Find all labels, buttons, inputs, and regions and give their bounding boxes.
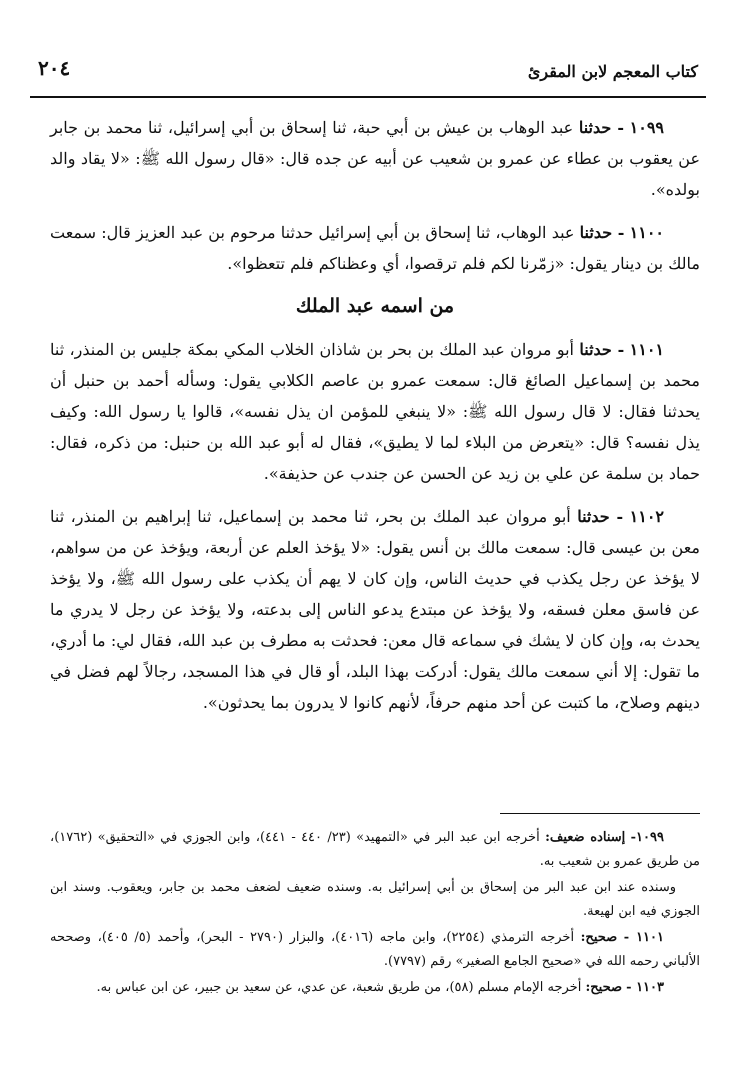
book-title: كتاب المعجم لابن المقرئ bbox=[527, 62, 698, 81]
hadith-paragraph bbox=[50, 334, 700, 489]
footnote-text: أخرجه ابن عبد البر في «التمهيد» (٢٣/ ٤٤٠ - ٤٤١)، وابن الجوزي في «التحقيق» (١٧٦٢)، من طريق عمرو بن شعيب به. bbox=[50, 830, 700, 869]
footnote bbox=[50, 976, 700, 1000]
footnote-number: ١٠٩٩- bbox=[630, 830, 664, 845]
hadith-paragraph bbox=[50, 112, 700, 205]
hadith-lead: - حدثنا bbox=[578, 118, 625, 137]
footnote-divider bbox=[500, 813, 700, 814]
footnote bbox=[50, 926, 700, 974]
footnote-grade: إسناده ضعيف: bbox=[545, 830, 626, 845]
footnote bbox=[50, 876, 700, 924]
hadith-number: ١٠٩٩ bbox=[629, 118, 665, 137]
footnote bbox=[50, 826, 700, 874]
hadith-lead: - حدثنا bbox=[577, 507, 624, 526]
hadith-lead: - حدثنا bbox=[579, 340, 625, 359]
footnote-grade: صحيح: bbox=[580, 930, 618, 945]
footnotes bbox=[50, 826, 700, 1002]
hadith-number: ١١٠١ bbox=[629, 340, 665, 359]
hadith-number: ١١٠٠ bbox=[629, 223, 665, 242]
hadith-lead: - حدثنا bbox=[579, 223, 625, 242]
hadith-text: عبد الوهاب، ثنا إسحاق بن أبي إسرائيل حدثنا مرحوم بن عبد العزيز قال: سمعت مالك بن دينار يقول: «زمّرنا لكم فلم ترقصوا، أي وعظناكم فلم تتعظوا». bbox=[50, 223, 700, 273]
footnote-text: وسنده عند ابن عبد البر من إسحاق بن أبي إسرائيل به. وسنده ضعيف لضعف محمد بن جابر، ويعقوب. وسند ابن الجوزي فيه ابن لهيعة. bbox=[50, 880, 700, 919]
section-heading: من اسمه عبد الملك bbox=[295, 295, 455, 317]
page-number: ٢٠٤ bbox=[38, 56, 71, 80]
footnote-number: ١١٠١ - bbox=[623, 930, 665, 945]
footnote-grade: صحيح: bbox=[585, 980, 622, 995]
hadith-text: أبو مروان عبد الملك بن بحر بن شاذان الخلاب المكي بمكة جليس بن المنذر، ثنا محمد بن إسماعيل الصائغ قال: سمعت عمرو بن عاصم الكلابي يقول: وسأله أحمد بن حنبل أن يحدثنا فقال: لا قال رسول الله ﷺ: «لا ينبغي للمؤمن ان يذل نفسه»، قالوا يا رسول الله: وكيف يذل نفسه؟ قال: «يتعرض من البلاء لما لا يطيق»، فقال له أبو عبد الله بن حنبل: من ذكره، فقال: حماد بن سلمة عن علي بن زيد عن الحسن عن جندب عن حذيفة». bbox=[50, 340, 700, 483]
hadith-paragraph bbox=[50, 501, 700, 718]
footnote-number: ١١٠٣ - bbox=[626, 980, 664, 995]
header-divider bbox=[30, 96, 706, 98]
hadith-text: أبو مروان عبد الملك بن بحر، ثنا محمد بن إسماعيل، ثنا إبراهيم بن المنذر، ثنا معن بن عيسى قال: سمعت مالك بن أنس يقول: «لا يؤخذ العلم عن أربعة، ويؤخذ عن من سواهم، لا يؤخذ عن رجل يكذب في حديث الناس، وإن كان لا يهم أن يكذب على رسول الله ﷺ، ولا يؤخذ عن فاسق معلن فسقه، ولا يؤخذ عن مبتدع يدعو الناس إلى بدعته، ولا يؤخذ عن رجل لا يدري ما يحدث به، وإن كان لا يشك في سماعه قال معن: فحدثت به مطرف بن عبد الله، فقال لي: ما أدري، ما تقول: إلا أني سمعت مالك يقول: أدركت بهذا البلد، أو قال في هذا المسجد، رجالاً لهم فضل في دينهم وصلاح، ما كتبت عن أحد منهم حرفاً، لأنهم كانوا لا يدرون بما يحدثون». bbox=[50, 507, 701, 712]
running-header bbox=[38, 56, 698, 86]
hadith-text: عبد الوهاب بن عيش بن أبي حبة، ثنا إسحاق بن أبي إسرائيل، ثنا محمد بن جابر عن يعقوب بن عطاء عن عمرو بن شعيب عن أبيه عن جده قال: «قال رسول الله ﷺ: «لا يقاد والد بولده». bbox=[50, 118, 701, 199]
footnote-text: أخرجه الترمذي (٢٢٥٤)، وابن ماجه (٤٠١٦)، والبزار (٢٧٩٠ - البحر)، وأحمد (٥/ ٤٠٥)، وصححه الألباني رحمه الله في «صحيح الجامع الصغير» رقم (٧٧٩٧). bbox=[50, 930, 700, 969]
footnote-text: أخرجه الإمام مسلم (٥٨)، من طريق شعبة، عن عدي، عن سعيد بن جبير، عن ابن عباس به. bbox=[96, 980, 582, 995]
main-text bbox=[50, 112, 700, 730]
hadith-paragraph bbox=[50, 217, 700, 279]
hadith-number: ١١٠٢ bbox=[629, 507, 665, 526]
